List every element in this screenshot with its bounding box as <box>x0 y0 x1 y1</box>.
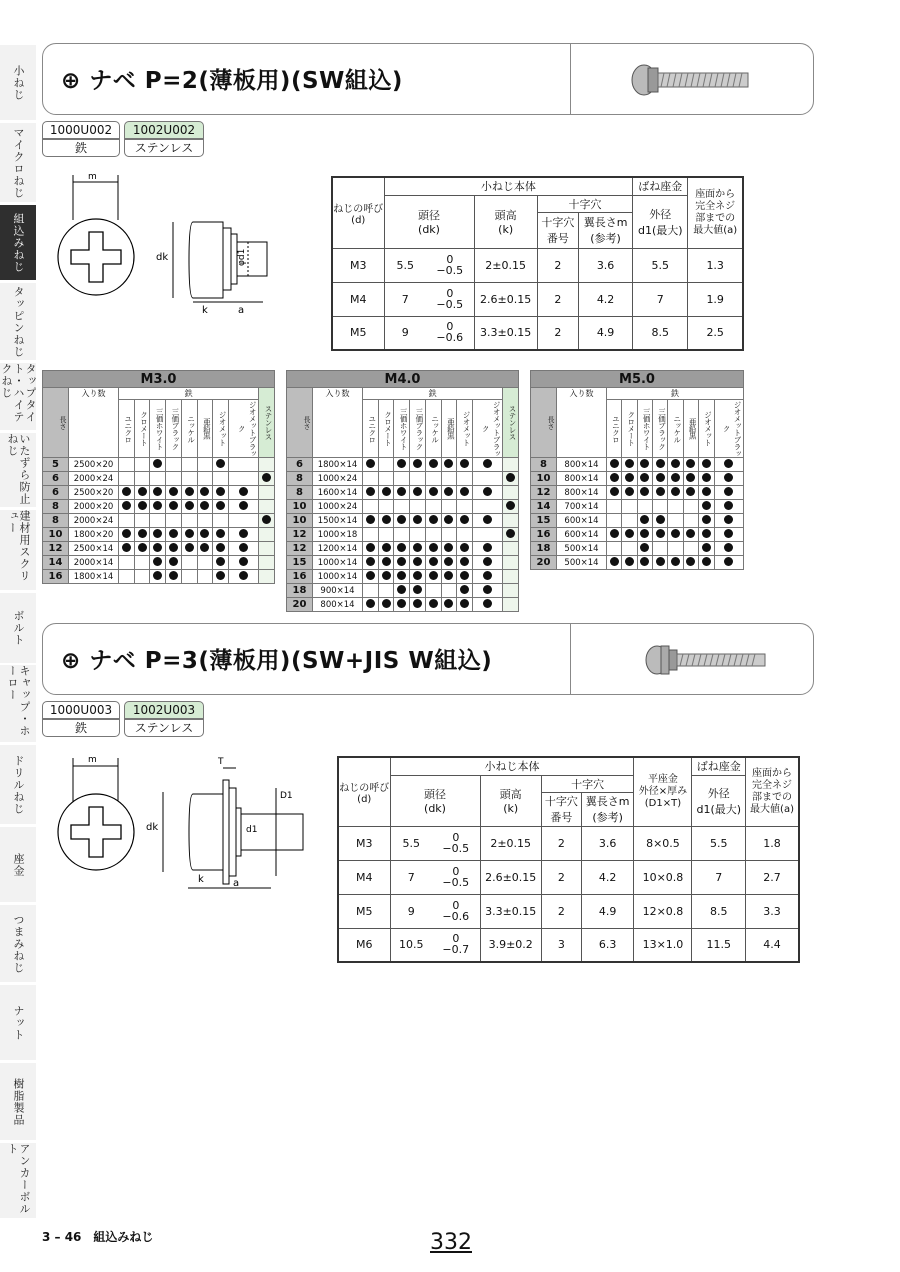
availability-dot <box>640 557 649 566</box>
table-row: M4 7 0 −0.5 2.6±0.15 2 4.2 10×0.8 7 2.7 <box>338 860 799 894</box>
availability-dot <box>656 487 665 496</box>
dim-label: m <box>88 755 97 765</box>
availability-dot <box>656 459 665 468</box>
availability-dot <box>382 599 391 608</box>
availability-dot <box>413 459 422 468</box>
availability-dot <box>444 459 453 468</box>
table-row: 8 1000×24 <box>287 472 519 486</box>
availability-dot <box>200 501 209 510</box>
availability-dot <box>702 487 711 496</box>
table-row: 6 2500×20 <box>43 486 275 500</box>
availability-dot <box>366 487 375 496</box>
availability-dot <box>724 473 733 482</box>
availability-dot <box>671 487 680 496</box>
availability-dot <box>216 529 225 538</box>
availability-dot <box>483 543 492 552</box>
availability-dot <box>640 459 649 468</box>
dim-label: dk <box>156 252 169 263</box>
side-tab[interactable]: キャップ・ホーロー <box>0 665 36 742</box>
availability-dot <box>460 599 469 608</box>
page-number: 332 <box>430 1230 472 1255</box>
part-material: ステンレス <box>124 139 204 157</box>
availability-dot <box>640 543 649 552</box>
availability-dot <box>460 515 469 524</box>
availability-dot <box>138 529 147 538</box>
availability-dot <box>239 529 248 538</box>
availability-dot <box>122 529 131 538</box>
availability-dot <box>366 515 375 524</box>
part-material: 鉄 <box>42 719 120 737</box>
availability-dot <box>397 543 406 552</box>
availability-dot <box>185 543 194 552</box>
section1-dimension-diagram <box>48 170 273 320</box>
part-code[interactable]: 1002U003 <box>124 701 204 719</box>
availability-dot <box>429 515 438 524</box>
table-row: 14 700×14 <box>531 500 744 514</box>
availability-dot <box>506 473 515 482</box>
availability-dot <box>413 557 422 566</box>
availability-dot <box>724 501 733 510</box>
availability-dot <box>366 571 375 580</box>
availability-dot <box>397 571 406 580</box>
availability-dot <box>724 529 733 538</box>
dim-label: a <box>238 305 245 316</box>
availability-dot <box>506 529 515 538</box>
availability-table: M3.0 長さ 入り数 鉄 ステンレス ユニクロ クロメート 三価ホワイト 三価ブラック ニッケル 亜鉛黒 ジオメット ジオメットブラック 5 2500×20 6 2000×24 6 2500×20 8 2000×20 8 2000×24 10 1800×20 12 2500×14 14 2000×14 16 1800×14 <box>42 370 275 584</box>
availability-table: M5.0 長さ 入り数 鉄 ユニクロ クロメート 三価ホワイト 三価ブラック ニッケル 亜鉛黒 ジオメット ジオメットブラック 8 800×14 10 800×14 12 800×14 14 700×14 15 600×14 16 600×14 18 500×14 20 500×14 <box>530 370 744 570</box>
footer-section-label: 3 – 46 組込みねじ <box>42 1230 154 1244</box>
table-row: M4 7 0 −0.5 2.6±0.15 2 4.2 7 1.9 <box>332 282 743 316</box>
table-row: M6 10.5 0 −0.7 3.9±0.2 3 6.3 13×1.0 11.5 4.4 <box>338 928 799 962</box>
part-material: ステンレス <box>124 719 204 737</box>
availability-dot <box>216 459 225 468</box>
availability-dot <box>382 515 391 524</box>
availability-dot <box>702 529 711 538</box>
availability-dot <box>640 529 649 538</box>
dim-label: D1 <box>280 791 293 801</box>
availability-dot <box>429 459 438 468</box>
availability-dot <box>216 571 225 580</box>
part-code[interactable]: 1000U002 <box>42 121 120 139</box>
availability-dot <box>686 487 695 496</box>
availability-dot <box>724 557 733 566</box>
availability-dot <box>239 571 248 580</box>
availability-dot <box>382 543 391 552</box>
availability-dot <box>656 557 665 566</box>
availability-dot <box>397 459 406 468</box>
availability-dot <box>239 487 248 496</box>
availability-dot <box>397 515 406 524</box>
availability-dot <box>724 515 733 524</box>
availability-dot <box>460 585 469 594</box>
side-tab[interactable]: いたずら防止ねじ <box>0 433 36 507</box>
side-tab[interactable]: ナット <box>0 985 36 1060</box>
table-row: 12 800×14 <box>531 486 744 500</box>
availability-dot <box>702 543 711 552</box>
availability-dot <box>724 459 733 468</box>
table-row: 8 2000×20 <box>43 500 275 514</box>
availability-dot <box>460 459 469 468</box>
availability-dot <box>625 487 634 496</box>
availability-dot <box>686 557 695 566</box>
availability-dot <box>656 529 665 538</box>
availability-dot <box>483 557 492 566</box>
section1-title: ⊕ ナベ P=2(薄板用)(SW組込) <box>61 68 403 94</box>
availability-dot <box>506 501 515 510</box>
availability-dot <box>413 515 422 524</box>
availability-dot <box>610 459 619 468</box>
availability-dot <box>185 487 194 496</box>
availability-dot <box>216 501 225 510</box>
table-row: 6 2000×24 <box>43 472 275 486</box>
dim-label: m <box>88 172 97 182</box>
availability-dot <box>444 515 453 524</box>
table-row: 10 1500×14 <box>287 514 519 528</box>
availability-dot <box>671 473 680 482</box>
availability-dot <box>262 473 271 482</box>
availability-dot <box>366 557 375 566</box>
availability-dot <box>122 487 131 496</box>
section2-header <box>42 623 814 695</box>
dim-label: φd1 <box>237 248 247 266</box>
availability-dot <box>483 571 492 580</box>
table-row: 16 600×14 <box>531 528 744 542</box>
availability-dot <box>200 487 209 496</box>
availability-dot <box>122 543 131 552</box>
availability-dot <box>413 487 422 496</box>
side-tab[interactable]: 建材用スクリュー <box>0 510 36 590</box>
availability-dot <box>382 487 391 496</box>
availability-dot <box>625 459 634 468</box>
dim-label: dk <box>146 822 159 833</box>
table-row: 12 1200×14 <box>287 542 519 556</box>
screw-image <box>628 62 758 98</box>
availability-dot <box>397 599 406 608</box>
availability-dot <box>169 501 178 510</box>
side-tab[interactable]: 樹脂製品 <box>0 1063 36 1140</box>
availability-dot <box>185 529 194 538</box>
section1-header <box>42 43 814 115</box>
availability-dot <box>702 501 711 510</box>
table-row: 8 800×14 <box>531 458 744 472</box>
side-tab[interactable]: タッピンねじ <box>0 283 36 360</box>
availability-dot <box>138 487 147 496</box>
availability-dot <box>686 473 695 482</box>
availability-dot <box>153 529 162 538</box>
side-tab[interactable]: 座金 <box>0 827 36 902</box>
availability-dot <box>153 501 162 510</box>
availability-dot <box>656 515 665 524</box>
availability-dot <box>724 487 733 496</box>
part-code[interactable]: 1000U003 <box>42 701 120 719</box>
availability-dot <box>200 543 209 552</box>
availability-dot <box>169 571 178 580</box>
screw-image <box>643 642 773 678</box>
availability-dot <box>460 557 469 566</box>
availability-dot <box>671 557 680 566</box>
availability-dot <box>444 599 453 608</box>
dim-label: a <box>233 878 240 889</box>
availability-dot <box>625 557 634 566</box>
availability-dot <box>429 557 438 566</box>
availability-dot <box>610 529 619 538</box>
dim-label: d1 <box>246 825 258 835</box>
side-tab[interactable]: ボルト <box>0 593 36 663</box>
dim-label: k <box>202 305 208 316</box>
availability-dot <box>138 543 147 552</box>
side-tab[interactable]: 組込みねじ <box>0 205 36 280</box>
availability-table: M4.0 長さ 入り数 鉄 ステンレス ユニクロ クロメート 三価ホワイト 三価ブラック ニッケル 亜鉛黒 ジオメット ジオメットブラック 6 1800×14 8 1000×24 8 1600×14 10 1000×24 10 1500×14 12 1000×18 12 1200×14 15 1000×14 16 1000×14 18 900×14 20 800×14 <box>286 370 519 612</box>
availability-dot <box>397 585 406 594</box>
availability-dot <box>444 487 453 496</box>
availability-dot <box>239 501 248 510</box>
availability-dot <box>483 599 492 608</box>
side-tab[interactable]: タップタイト・ハイテクねじ <box>0 363 36 430</box>
availability-dot <box>153 571 162 580</box>
table-row: 10 1800×20 <box>43 528 275 542</box>
availability-dot <box>413 599 422 608</box>
table-row: 18 900×14 <box>287 584 519 598</box>
availability-dot <box>262 515 271 524</box>
availability-dot <box>138 501 147 510</box>
side-tab[interactable]: ドリルねじ <box>0 745 36 824</box>
availability-dot <box>239 557 248 566</box>
availability-dot <box>444 571 453 580</box>
availability-dot <box>610 487 619 496</box>
section1-spec-table: ねじの呼び (d) 小ねじ本体 ばね座金 座面から 完全ネジ 部までの 最大値(a) 頭径 (dk) 頭高 (k) 十字穴 外径 d1(最大) 十字穴 番号 翼長さm (参考) M3 5.5 0 −0.5 2±0.15 2 3.6 5.5 1.3 M4 7 0 −0.5 2.6±0.15 2 4.2 7 1.9 M5 9 0 −0.6 3.3±0.15 2 4.9 8.5 2.5 <box>331 176 744 351</box>
availability-dot <box>169 557 178 566</box>
availability-dot <box>382 557 391 566</box>
availability-dot <box>153 487 162 496</box>
availability-dot <box>483 459 492 468</box>
table-row: 10 800×14 <box>531 472 744 486</box>
availability-dot <box>429 543 438 552</box>
availability-dot <box>483 585 492 594</box>
table-row: 5 2500×20 <box>43 458 275 472</box>
availability-dot <box>239 543 248 552</box>
availability-dot <box>656 473 665 482</box>
side-tab[interactable]: アンカーボルト <box>0 1143 36 1218</box>
side-tab[interactable]: マイクロねじ <box>0 123 36 202</box>
part-code[interactable]: 1002U002 <box>124 121 204 139</box>
availability-dot <box>444 557 453 566</box>
availability-dot <box>366 543 375 552</box>
availability-dot <box>671 529 680 538</box>
table-row: 15 600×14 <box>531 514 744 528</box>
availability-dot <box>169 543 178 552</box>
availability-dot <box>625 529 634 538</box>
table-row: 8 1600×14 <box>287 486 519 500</box>
side-tab[interactable]: 小ねじ <box>0 45 36 120</box>
availability-dot <box>640 473 649 482</box>
availability-dot <box>483 487 492 496</box>
availability-dot <box>169 529 178 538</box>
availability-dot <box>216 487 225 496</box>
table-row: 12 1000×18 <box>287 528 519 542</box>
availability-dot <box>429 571 438 580</box>
part-material: 鉄 <box>42 139 120 157</box>
availability-dot <box>413 571 422 580</box>
table-row: 15 1000×14 <box>287 556 519 570</box>
availability-dot <box>460 543 469 552</box>
table-row: 16 1000×14 <box>287 570 519 584</box>
availability-dot <box>444 543 453 552</box>
availability-dot <box>366 599 375 608</box>
table-row: 14 2000×14 <box>43 556 275 570</box>
table-row: 16 1800×14 <box>43 570 275 584</box>
table-row: 6 1800×14 <box>287 458 519 472</box>
availability-dot <box>702 557 711 566</box>
table-row: 12 2500×14 <box>43 542 275 556</box>
availability-dot <box>185 501 194 510</box>
availability-dot <box>460 571 469 580</box>
availability-dot <box>153 557 162 566</box>
side-tab[interactable]: つまみねじ <box>0 905 36 982</box>
availability-dot <box>460 487 469 496</box>
dim-label: k <box>198 874 204 885</box>
availability-dot <box>413 543 422 552</box>
availability-dot <box>702 515 711 524</box>
availability-dot <box>686 459 695 468</box>
availability-dot <box>640 487 649 496</box>
availability-dot <box>153 543 162 552</box>
table-row: 10 1000×24 <box>287 500 519 514</box>
availability-dot <box>216 557 225 566</box>
availability-dot <box>169 487 178 496</box>
table-row: 18 500×14 <box>531 542 744 556</box>
availability-dot <box>382 571 391 580</box>
availability-dot <box>610 557 619 566</box>
availability-dot <box>200 529 209 538</box>
availability-dot <box>671 459 680 468</box>
availability-dot <box>429 599 438 608</box>
section2-dimension-diagram <box>48 752 323 902</box>
table-row: M3 5.5 0 −0.5 2±0.15 2 3.6 5.5 1.3 <box>332 248 743 282</box>
availability-dot <box>122 501 131 510</box>
table-row: M5 9 0 −0.6 3.3±0.15 2 4.9 8.5 2.5 <box>332 316 743 350</box>
availability-dot <box>610 473 619 482</box>
availability-dot <box>625 473 634 482</box>
availability-dot <box>397 557 406 566</box>
table-row: M5 9 0 −0.6 3.3±0.15 2 4.9 12×0.8 8.5 3.3 <box>338 894 799 928</box>
availability-dot <box>702 473 711 482</box>
table-row: 20 500×14 <box>531 556 744 570</box>
availability-dot <box>216 543 225 552</box>
dim-label: T <box>218 757 224 767</box>
table-row: 20 800×14 <box>287 598 519 612</box>
availability-dot <box>366 459 375 468</box>
availability-dot <box>483 515 492 524</box>
table-row: 8 2000×24 <box>43 514 275 528</box>
section2-spec-table: ねじの呼び (d) 小ねじ本体 平座金 外径×厚み (D1×T) ばね座金 座面から 完全ネジ 部までの 最大値(a) 頭径 (dk) 頭高 (k) 十字穴 外径 d1(最大) 十字穴 番号 翼長さm (参考) M3 5.5 0 −0.5 2±0.15 2 3.6 8×0.5 5.5 1.8 M4 7 0 −0.5 2.6±0.15 2 4.2 10×0.8 7 2.7 M5 9 0 −0.6 3.3±0.15 2 4.9 12×0.8 8.5 3.3 M6 10.5 0 −0.7 3.9±0.2 3 6.3 13×1.0 11.5 4.4 <box>337 756 800 963</box>
availability-dot <box>397 487 406 496</box>
availability-dot <box>686 529 695 538</box>
availability-dot <box>153 459 162 468</box>
availability-dot <box>702 459 711 468</box>
section2-title: ⊕ ナベ P=3(薄板用)(SW+JIS W組込) <box>61 648 493 674</box>
availability-dot <box>724 543 733 552</box>
table-row: M3 5.5 0 −0.5 2±0.15 2 3.6 8×0.5 5.5 1.8 <box>338 826 799 860</box>
availability-dot <box>413 585 422 594</box>
availability-dot <box>429 487 438 496</box>
availability-dot <box>640 515 649 524</box>
